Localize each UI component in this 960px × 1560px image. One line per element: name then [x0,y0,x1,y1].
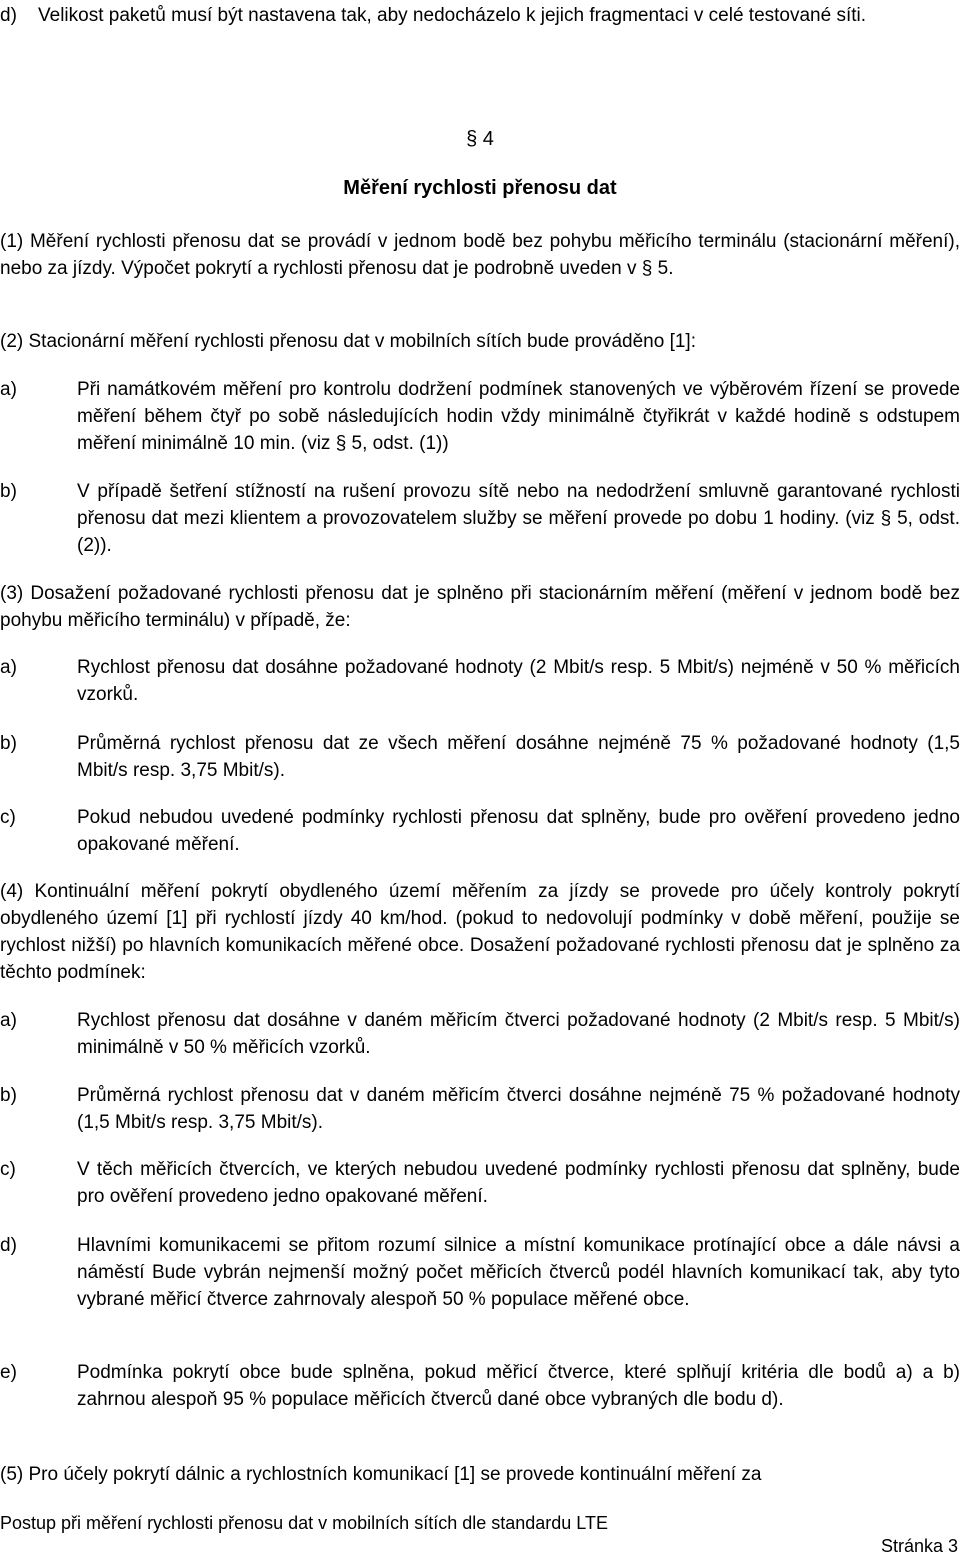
list-item-text: V případě šetření stížností na rušení provozu sítě nebo na nedodržení smluvně garantované rychlosti přenosu dat mezi klientem a provozovatelem služby se měření provede po dobu 1 hodiny. (viz § 5, odst. (2)). [77,481,960,556]
section-title: Měření rychlosti přenosu dat [343,177,617,199]
list-marker: a) [0,657,17,678]
list-marker: b) [0,733,17,754]
list-item-text: V těch měřicích čtvercích, ve kterých nebudou uvedené podmínky rychlosti přenosu dat splněny, bude pro ověření provedeno jedno opakované měření. [77,1159,960,1207]
list-marker: b) [0,1085,17,1106]
list-marker: d) [0,1235,17,1256]
list-item-text: Podmínka pokrytí obce bude splněna, pokud měřicí čtverce, které splňují kritéria dle bodů a) a b) zahrnou alespoň 95 % populace měřicích čtverců dané obce vybraných dle bodu d). [77,1362,960,1410]
list-item-text: Rychlost přenosu dat dosáhne v daném měřicím čtverci požadované hodnoty (2 Mbit/s resp. 5 Mbit/s) minimálně v 50 % měřicích vzorků. [77,1010,960,1058]
list-item-text: Průměrná rychlost přenosu dat v daném měřicím čtverci dosáhne nejméně 75 % požadované hodnoty (1,5 Mbit/s resp. 3,75 Mbit/s). [77,1085,960,1133]
section-number: § 4 [466,128,494,150]
list-item-text: Průměrná rychlost přenosu dat ze všech měření dosáhne nejméně 75 % požadované hodnoty (1,5 Mbit/s resp. 3,75 Mbit/s). [77,733,960,781]
list-marker: b) [0,481,17,502]
list-marker: a) [0,1010,17,1031]
list-item-text: Při namátkovém měření pro kontrolu dodržení podmínek stanovených ve výběrovém řízení se provede měření během čtyř po sobě následujících hodin vždy minimálně čtyřikrát v každé hodině s odstupem měření minimálně 10 min. (viz § 5, odst. (1)) [77,379,960,454]
paragraph-1: (1) Měření rychlosti přenosu dat se provádí v jednom bodě bez pohybu měřicího terminálu (stacionární měření), nebo za jízdy. Výpočet pokrytí a rychlosti přenosu dat je podrobně uveden v § 5. [0,231,960,279]
list-item-text: Velikost paketů musí být nastavena tak, aby nedocházelo k jejich fragmentaci v celé testované síti. [38,5,867,26]
list-marker: a) [0,379,17,400]
paragraph-3: (3) Dosažení požadované rychlosti přenosu dat je splněno při stacionárním měření (měření v jednom bodě bez pohybu měřicího terminálu) v případě, že: [0,583,960,631]
list-marker: c) [0,807,16,828]
paragraph-2: (2) Stacionární měření rychlosti přenosu dat v mobilních sítích bude prováděno [1]: [0,331,696,352]
list-marker: e) [0,1362,17,1383]
footer-doc-title: Postup při měření rychlosti přenosu dat v mobilních sítích dle standardu LTE [0,1513,608,1533]
list-item-text: Hlavními komunikacemi se přitom rozumí silnice a místní komunikace protínající obce a dále návsi a náměstí Bude vybrán nejmenší možný počet měřicích čtverců podél hlavních komunikací tak, aby tyto vybrané měřicí čtverce zahrnovaly alespoň 50 % populace měřené obce. [77,1235,960,1310]
paragraph-5: (5) Pro účely pokrytí dálnic a rychlostních komunikací [1] se provede kontinuální měření za [0,1464,762,1485]
list-marker: d) [0,5,17,26]
list-marker: c) [0,1159,16,1180]
paragraph-4: (4) Kontinuální měření pokrytí obydleného území měřením za jízdy se provede pro účely kontroly pokrytí obydleného území [1] při rychlostí jízdy 40 km/hod. (pokud to nedovolují podmínky v době měření, použije se rychlost nižší) po hlavních komunikacích měřené obce. Dosažení požadované rychlosti přenosu dat je splněno za těchto podmínek: [0,881,960,983]
page-number: Stránka 3 [880,1536,958,1556]
list-item-text: Pokud nebudou uvedené podmínky rychlosti přenosu dat splněny, bude pro ověření provedeno jedno opakované měření. [77,807,960,855]
list-item-text: Rychlost přenosu dat dosáhne požadované hodnoty (2 Mbit/s resp. 5 Mbit/s) nejméně v 50 % měřicích vzorků. [77,657,960,705]
